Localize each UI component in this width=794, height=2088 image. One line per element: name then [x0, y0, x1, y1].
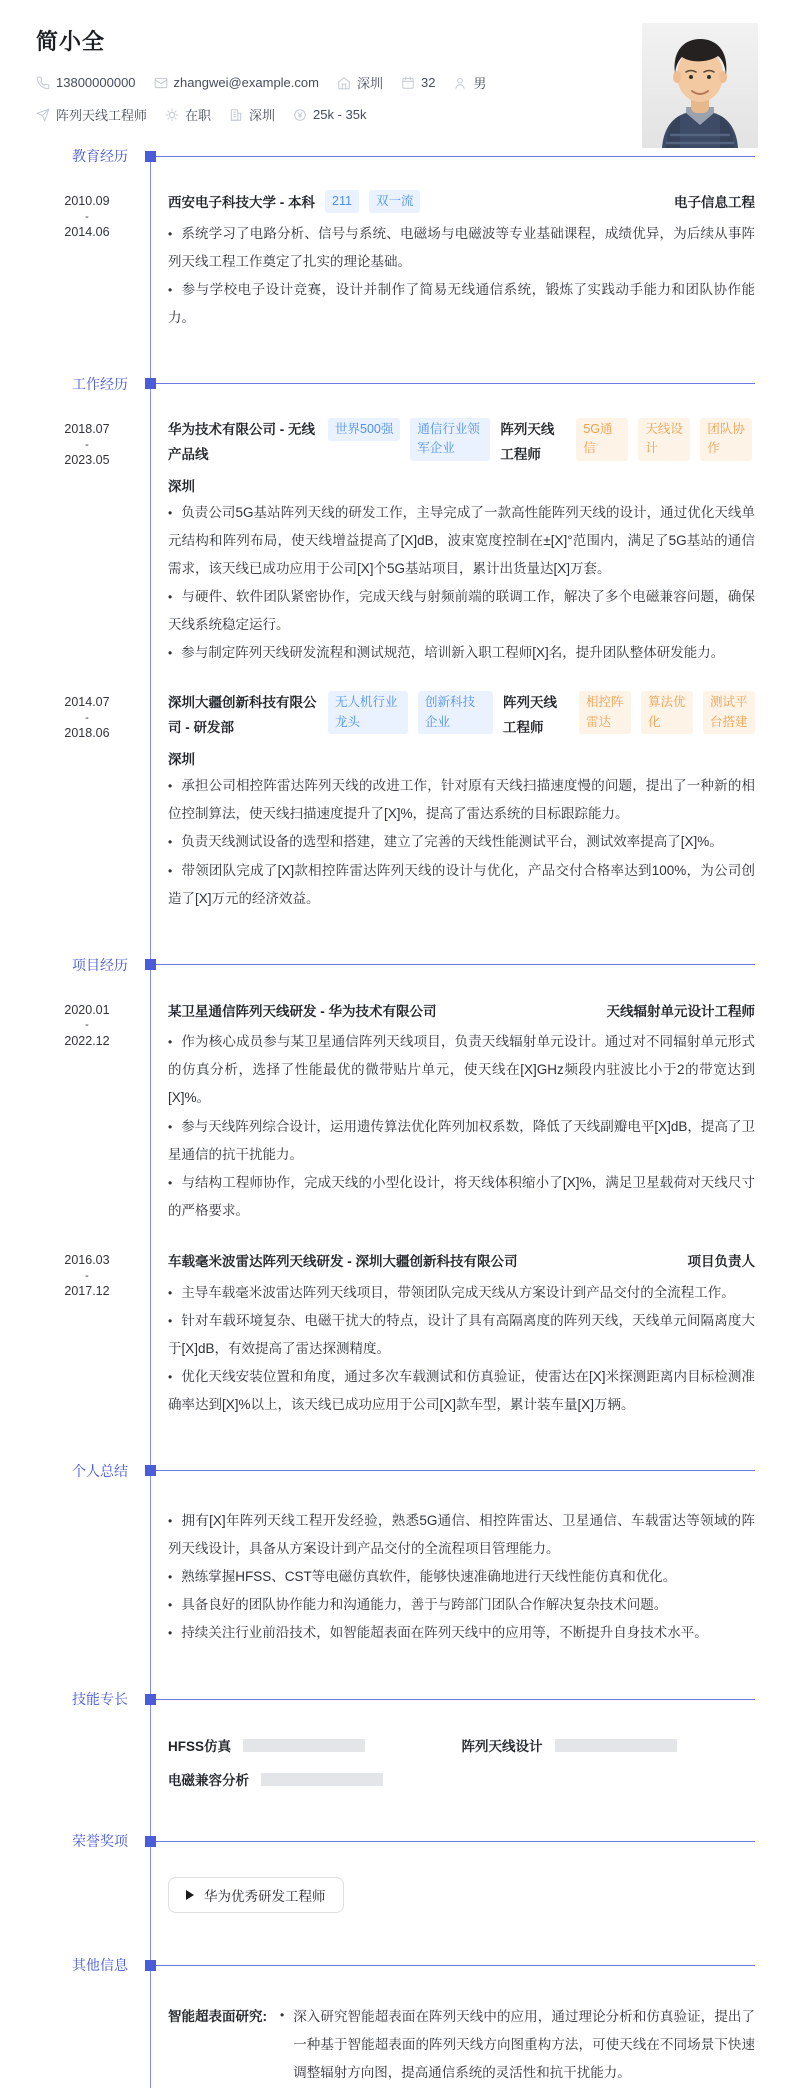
bullet-text: 主导车载毫米波雷达阵列天线项目，带领团队完成天线从方案设计到产品交付的全流程工作。: [181, 1284, 735, 1300]
date-from: 2016.03: [64, 1252, 110, 1267]
section-header-honors: [0, 1831, 794, 1851]
timeline-entry: [0, 418, 794, 667]
skill-tag: 算法优化: [641, 691, 693, 734]
position-title: 阵列天线工程师: [500, 421, 555, 462]
bullet-marker: •: [168, 646, 173, 661]
honor-text: 华为优秀研发工程师: [204, 1889, 326, 1905]
bullet-marker: •: [168, 835, 173, 850]
email-icon: [154, 76, 168, 90]
bullet-item: [168, 772, 755, 828]
skills-grid: [168, 1735, 755, 1789]
section-title: 教育经历: [72, 148, 128, 164]
date-to: 2017.12: [64, 1283, 110, 1298]
bullet-text: 带领团队完成了[X]款相控阵雷达阵列天线的设计与优化，产品交付合格率达到100%，为公司创造了[X]万元的经济效益。: [168, 862, 755, 906]
entry-date-range: [0, 190, 137, 332]
entry-title-row: [168, 1249, 755, 1275]
timeline-node-icon: [145, 959, 156, 970]
date-to: 2022.12: [64, 1033, 110, 1048]
bullet-marker: •: [168, 1175, 173, 1190]
contact-item-home: [337, 73, 383, 92]
other-info-row: [168, 2003, 755, 2087]
bullet-text: 负责公司5G基站阵列天线的研发工作，主导完成了一款高性能阵列天线的设计，通过优化天线单元结构和阵列布局，使天线增益提高了[X]dB，波束宽度控制在±[X]°范围内，满足了5G基站的通信需求，该天线已成功应用于公司[X]个5G基站项目，累计出货量达[X]万套。: [168, 504, 755, 577]
entry-title: 深圳大疆创新科技有限公司 - 研发部: [168, 695, 317, 736]
bullet-marker: •: [168, 282, 173, 297]
entry-content: [137, 999, 794, 1225]
bullet-marker: •: [168, 226, 173, 241]
timeline-node-icon: [145, 1465, 156, 1476]
date-from: 2014.07: [64, 695, 110, 710]
entry-content: [137, 418, 794, 667]
section-content-work: [0, 418, 794, 913]
date-from: 2020.01: [64, 1002, 110, 1017]
section-content-other: [0, 2003, 794, 2087]
profile-photo: [642, 23, 758, 148]
section-title: 技能专长: [72, 1691, 128, 1708]
company-tag: 通信行业领军企业: [410, 418, 490, 461]
bullet-marker: •: [168, 1626, 173, 1641]
bullet-item: [168, 583, 755, 639]
resume-header: [0, 0, 794, 124]
entry-bullets: [168, 220, 755, 332]
bullet-item: [168, 1363, 755, 1419]
section-content-skills: [0, 1735, 794, 1789]
bullet-text: 系统学习了电路分析、信号与系统、电磁场与电磁波等专业基础课程，成绩优异，为后续从事阵列天线工程工作奠定了扎实的理论基础。: [168, 225, 755, 269]
bullet-marker: •: [168, 1570, 173, 1585]
contact-item-status: [165, 105, 211, 124]
section-content-education: [0, 190, 794, 332]
date-dash: -: [85, 438, 89, 451]
section-title: 荣誉奖项: [72, 1833, 128, 1850]
contact-text: zhangwei@example.com: [173, 75, 319, 90]
date-dash: -: [85, 210, 89, 223]
section-divider-line: [156, 964, 755, 965]
skill-progress-bar: [243, 1739, 365, 1752]
section-content-projects: [0, 999, 794, 1419]
bullet-marker: •: [168, 1285, 173, 1300]
entry-bullets: [168, 1279, 755, 1419]
entry-right-title: 天线辐射单元设计工程师: [606, 1003, 755, 1019]
bullet-text: 参与制定阵列天线研发流程和测试规范，培训新入职工程师[X]名，提升团队整体研发能力。: [181, 645, 725, 661]
entry-content: [137, 1249, 794, 1419]
skill-item: [168, 1735, 462, 1755]
entry-title: 某卫星通信阵列天线研发 - 华为技术有限公司: [168, 1003, 437, 1019]
bullet-item: [168, 220, 755, 276]
date-from: 2018.07: [64, 421, 110, 436]
timeline-entry: [0, 691, 794, 912]
honor-list: [168, 1877, 755, 1913]
contact-item-job-intention: [36, 105, 147, 124]
timeline-node-icon: [145, 1960, 156, 1971]
timeline-entry: [0, 1249, 794, 1419]
entry-location: 深圳: [168, 752, 195, 768]
salary-icon: [293, 108, 307, 122]
skill-item: [168, 1769, 462, 1789]
bullet-item: [168, 828, 755, 856]
contact-text: 深圳: [249, 108, 276, 123]
play-triangle-icon: [186, 1890, 194, 1900]
bullet-item: [168, 1169, 755, 1225]
section-divider-line: [156, 1699, 755, 1700]
entry-title-row: [168, 999, 755, 1025]
bullet-item: [168, 499, 755, 583]
entry-title-row: [168, 691, 755, 741]
section-other: [0, 1955, 794, 2087]
section-title: 个人总结: [72, 1462, 128, 1479]
section-header-education: [0, 146, 794, 166]
skill-tag: 5G通信: [576, 418, 628, 461]
timeline-entry: [0, 999, 794, 1225]
gender-icon: [453, 76, 467, 90]
profile-photo-placeholder: [642, 23, 758, 148]
date-dash: -: [85, 712, 89, 725]
contact-item-email: [154, 75, 319, 90]
building-icon: [229, 108, 243, 122]
entry-date-range: [0, 1249, 137, 1419]
section-education: [0, 146, 794, 332]
entry-title-row: [168, 418, 755, 468]
timeline-node-icon: [145, 1694, 156, 1705]
skill-name: 电磁兼容分析: [168, 1773, 249, 1789]
bullet-text: 熟练掌握HFSS、CST等电磁仿真软件，能够快速准确地进行天线性能仿真和优化。: [181, 1569, 677, 1585]
entry-content: [137, 190, 794, 332]
bullet-item: [168, 1507, 755, 1563]
contact-item-building: [229, 105, 275, 124]
skill-tag: 相控阵雷达: [579, 691, 631, 734]
contact-text: 在职: [185, 108, 212, 123]
entry-bullets: [168, 1028, 755, 1225]
candidate-name: 简小全: [36, 29, 106, 54]
entry-location: 深圳: [168, 478, 195, 494]
bullet-text: 参与天线阵列综合设计，运用遗传算法优化阵列加权系数，降低了天线副瓣电平[X]dB，提高了卫星通信的抗干扰能力。: [168, 1118, 755, 1162]
status-icon: [165, 108, 179, 122]
bullet-text: 深入研究智能超表面在阵列天线中的应用，通过理论分析和仿真验证，提出了一种基于智能超表面的阵列天线方向图重构方法，可使天线在不同场景下快速调整辐射方向图，提高通信系统的灵活性和抗干扰能力。: [293, 2009, 755, 2081]
bullet-marker: •: [168, 505, 173, 520]
section-title: 工作经历: [72, 375, 128, 392]
skill-tag: 测试平台搭建: [703, 691, 755, 734]
contact-text: 深圳: [356, 76, 383, 91]
bullet-text: 与硬件、软件团队紧密协作，完成天线与射频前端的联调工作，解决了多个电磁兼容问题，确保天线系统稳定运行。: [168, 589, 755, 633]
timeline-node-icon: [145, 378, 156, 389]
entry-bullets: [168, 499, 755, 667]
date-dash: -: [85, 1019, 89, 1032]
section-work: [0, 374, 794, 913]
job-intention-icon: [36, 108, 50, 122]
entry-date-range: [0, 418, 137, 667]
date-to: 2018.06: [64, 726, 110, 741]
bullet-text: 针对车载环境复杂、电磁干扰大的特点，设计了具有高隔离度的阵列天线，天线单元间隔离度大于[X]dB，有效提高了雷达探测精度。: [168, 1312, 755, 1356]
other-info-label: 智能超表面研究:: [168, 2009, 267, 2025]
bullet-text: 作为核心成员参与某卫星通信阵列天线项目，负责天线辐射单元设计。通过对不同辐射单元形式的仿真分析，选择了性能最优的微带贴片单元，使天线在[X]GHz频段内驻波比小于2的带宽达到[X]%。: [168, 1034, 755, 1106]
date-to: 2023.05: [64, 452, 110, 467]
bullet-text: 持续关注行业前沿技术，如智能超表面在阵列天线中的应用等，不断提升自身技术水平。: [181, 1625, 708, 1641]
entry-date-range: [0, 691, 137, 912]
home-icon: [337, 76, 351, 90]
bullet-item: [168, 1563, 755, 1591]
contact-item-phone: [36, 75, 136, 90]
timeline-entry: [0, 190, 794, 332]
contact-text: 32: [420, 75, 436, 90]
bullet-item: [168, 1028, 755, 1112]
skill-name: 阵列天线设计: [461, 1739, 543, 1755]
section-skills: [0, 1689, 794, 1789]
date-from: 2010.09: [64, 194, 110, 208]
timeline-node-icon: [145, 151, 156, 162]
bullet-item: [168, 639, 755, 667]
position-title: 阵列天线工程师: [503, 695, 557, 736]
resume-body: [0, 146, 794, 2088]
section-header-summary: [0, 1461, 794, 1481]
timeline-node-icon: [145, 1836, 156, 1847]
contact-item-age: [401, 75, 435, 90]
section-header-skills: [0, 1689, 794, 1709]
date-to: 2014.06: [64, 224, 110, 239]
entry-right-title: 电子信息工程: [674, 195, 755, 210]
contact-text: 男: [473, 76, 487, 91]
contact-text: 25k - 35k: [313, 107, 367, 122]
company-tag: 创新科技企业: [418, 691, 493, 734]
section-summary: [0, 1461, 794, 1647]
phone-icon: [36, 76, 50, 90]
bullet-marker: •: [168, 590, 173, 605]
section-header-projects: [0, 955, 794, 975]
entry-title: 华为技术有限公司 - 无线产品线: [168, 421, 315, 462]
entry-title: 西安电子科技大学 - 本科: [168, 195, 315, 210]
bullet-marker: •: [168, 1369, 173, 1384]
section-divider-line: [156, 156, 755, 157]
contact-text: 阵列天线工程师: [56, 108, 148, 123]
bullet-item: [168, 1279, 755, 1307]
company-tag: 世界500强: [328, 418, 400, 441]
entry-bullets: [168, 772, 755, 912]
entry-date-range: [0, 999, 137, 1225]
bullet-item: [168, 1591, 755, 1619]
entry-title: 车载毫米波雷达阵列天线研发 - 深圳大疆创新科技有限公司: [168, 1253, 518, 1269]
date-dash: -: [85, 1269, 89, 1282]
entry-right-title: 项目负责人: [687, 1253, 755, 1269]
section-divider-line: [156, 1965, 755, 1966]
skill-tag: 团队协作: [700, 418, 752, 461]
skill-item: [462, 1735, 756, 1755]
summary-bullets: [168, 1507, 755, 1647]
section-projects: [0, 955, 794, 1419]
section-header-other: [0, 1955, 794, 1975]
company-tag: 无人机行业龙头: [328, 691, 408, 734]
skill-name: HFSS仿真: [168, 1739, 232, 1755]
skill-progress-bar: [261, 1773, 383, 1786]
bullet-item: [168, 276, 755, 332]
bullet-text: 负责天线测试设备的选型和搭建，建立了完善的天线性能测试平台，测试效率提高了[X]%。: [181, 834, 723, 850]
bullet-marker: •: [280, 2008, 285, 2023]
bullet-text: 优化天线安装位置和角度，通过多次车载测试和仿真验证，使雷达在[X]米探测距离内目标检测准确率达到[X]%以上，该天线已成功应用于公司[X]款车型，累计装车量[X]万辆。: [168, 1368, 755, 1412]
bullet-item: [168, 1113, 755, 1169]
section-divider-line: [156, 383, 755, 384]
bullet-text: 承担公司相控阵雷达阵列天线的改进工作，针对原有天线扫描速度慢的问题，提出了一种新的相位控制算法，使天线扫描速度提升了[X]%，提高了雷达系统的目标跟踪能力。: [168, 778, 755, 822]
bullet-marker: •: [168, 1598, 173, 1613]
section-divider-line: [156, 1841, 755, 1842]
company-tag: 双一流: [369, 190, 421, 213]
section-content-summary: [0, 1507, 794, 1647]
bullet-text: 与结构工程师协作，完成天线的小型化设计，将天线体积缩小了[X]%，满足卫星载荷对天线尺寸的严格要求。: [168, 1174, 755, 1218]
bullet-text: 参与学校电子设计竞赛，设计并制作了简易无线通信系统，锻炼了实践动手能力和团队协作能力。: [168, 281, 755, 325]
section-content-honors: [0, 1877, 794, 1913]
section-header-work: [0, 374, 794, 394]
section-honors: [0, 1831, 794, 1913]
company-tag: 211: [325, 190, 359, 213]
contact-item-salary: [293, 107, 366, 122]
bullet-item: [168, 857, 755, 913]
section-title: 项目经历: [72, 956, 128, 973]
other-info-text: [280, 2003, 755, 2087]
entry-title-row: [168, 190, 755, 216]
bullet-marker: •: [168, 1513, 173, 1528]
entry-content: [137, 691, 794, 912]
bullet-marker: •: [168, 1035, 173, 1050]
bullet-item: [168, 1619, 755, 1647]
bullet-marker: •: [168, 1313, 173, 1328]
section-title: 其他信息: [72, 1957, 128, 1974]
bullet-marker: •: [168, 863, 173, 878]
bullet-marker: •: [168, 779, 173, 794]
contact-item-gender: [453, 73, 486, 92]
section-divider-line: [156, 1470, 755, 1471]
bullet-marker: •: [168, 1119, 173, 1134]
skill-tag: 天线设计: [638, 418, 690, 461]
bullet-text: 拥有[X]年阵列天线工程开发经验，熟悉5G通信、相控阵雷达、卫星通信、车载雷达等领域的阵列天线设计，具备从方案设计到产品交付的全流程项目管理能力。: [168, 1512, 755, 1556]
contact-text: 13800000000: [56, 75, 136, 90]
bullet-text: 具备良好的团队协作能力和沟通能力，善于与跨部门团队合作解决复杂技术问题。: [181, 1597, 668, 1613]
bullet-item: [168, 1307, 755, 1363]
honor-item[interactable]: [168, 1877, 344, 1913]
skill-progress-bar: [555, 1739, 677, 1752]
age-icon: [401, 76, 415, 90]
